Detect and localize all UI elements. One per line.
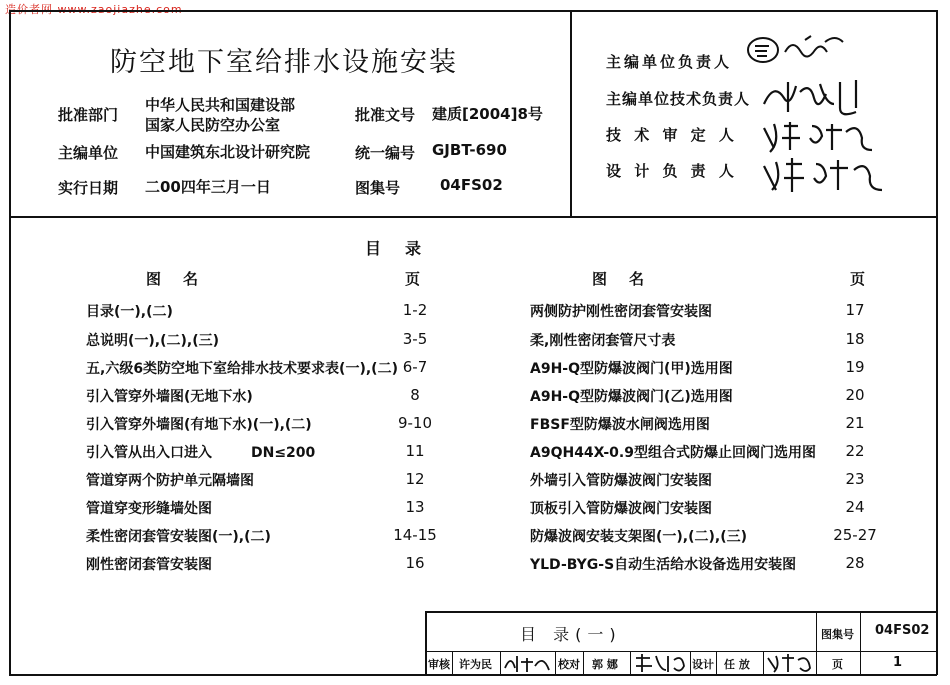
tb-design-name: 任 放 [724,658,750,671]
toc-item-page: 20 [845,386,865,404]
tb-page-label: 页 [832,658,843,671]
frame-right-border [936,10,938,675]
toc-item-name: 引入管从出入口进入 DN≤200 [86,445,316,461]
tb-design-label: 设计 [692,658,714,671]
tb-review-name: 许为民 [459,658,492,671]
toc-item-page: 9-10 [397,414,433,432]
header-column-divider [570,10,572,216]
toc-item-page: 8 [410,386,420,404]
toc-item-page: 12 [405,470,425,488]
signature-label-chief-editor: 主编单位负责人 [606,53,733,71]
toc-item-name: 外墙引入管防爆波阀门安装图 [530,473,712,489]
toc-item-name: A9QH44X-0.9型组合式防爆止回阀门选用图 [530,445,816,461]
toc-item-name: 防爆波阀安装支架图(一),(二),(三) [530,529,748,545]
toc-item-page: 3-5 [402,330,428,348]
signature-label-tech-reviewer: 技 术 审 定 人 [606,126,738,144]
unified-no-value: GJBT-690 [432,141,507,159]
tb-divider [630,651,631,675]
toc-item-name: 管道穿两个防护单元隔墙图 [86,473,254,489]
tb-divider [555,651,556,675]
tb-review-label: 审核 [428,658,450,671]
tb-divider [452,651,453,675]
tb-check-name: 郭 娜 [592,658,618,671]
toc-item-page: 22 [845,442,865,460]
toc-item-name: 引入管穿外墙图(有地下水)(一),(二) [86,417,312,433]
tb-divider [716,651,717,675]
approval-dept-line2: 国家人民防空办公室 [145,116,281,134]
editor-unit-label: 主编单位 [58,144,119,162]
toc-left-col-page-header: 页 [405,270,421,288]
tb-page-value: 1 [893,655,903,670]
title-block-col-divider-2 [860,611,861,675]
effective-date-label: 实行日期 [58,179,119,197]
handwritten-signature-4 [760,152,890,198]
handwritten-signature-2 [760,74,880,119]
toc-right-col-name-header: 图名 [592,270,667,288]
toc-item-page: 1-2 [402,301,428,319]
atlas-title: 防空地下室给排水设施安装 [110,47,458,78]
signature-label-tech-chief: 主编单位技术负责人 [606,90,751,108]
toc-item-page: 16 [405,554,425,572]
handwritten-signature-3 [760,116,880,156]
editor-unit-value: 中国建筑东北设计研究院 [145,143,311,161]
frame-left-border [9,10,11,675]
toc-item-name: YLD-BYG-S自动生活给水设备选用安装图 [530,557,797,573]
toc-item-name: 柔,刚性密闭套管尺寸表 [530,333,676,349]
toc-item-name: 管道穿变形缝墙处图 [86,501,212,517]
toc-item-name: 两侧防护刚性密闭套管安装图 [530,304,712,320]
sheet-title: 目 录(一) [520,625,622,644]
toc-item-name: 柔性密闭套管安装图(一),(二) [86,529,271,545]
toc-item-page: 21 [845,414,865,432]
tb-check-label: 校对 [558,658,580,671]
signature-label-design-lead: 设 计 负 责 人 [606,162,738,180]
toc-title: 目录 [365,239,446,258]
toc-item-page: 19 [845,358,865,376]
toc-item-name: 目录(一),(二) [86,304,173,320]
toc-item-name: A9H-Q型防爆波阀门(甲)选用图 [530,361,733,377]
approval-dept-line1: 中华人民共和国建设部 [145,96,296,114]
toc-left-col-name-header: 图名 [146,270,221,288]
effective-date-value: 二00四年三月一日 [145,178,271,196]
title-block-col-divider-1 [816,611,817,675]
toc-item-name: FBSF型防爆波水闸阀选用图 [530,417,710,433]
approval-doc-value: 建质[2004]8号 [432,105,543,123]
toc-item-page: 13 [405,498,425,516]
toc-item-page: 23 [845,470,865,488]
tb-design-signature [766,652,814,674]
tb-divider [763,651,764,675]
approval-doc-label: 批准文号 [355,106,416,124]
toc-item-name: 五,六级6类防空地下室给排水技术要求表(一),(二) [86,361,398,377]
unified-no-label: 统一编号 [355,144,416,162]
toc-right-col-page-header: 页 [850,270,866,288]
tb-atlas-label: 图集号 [821,628,854,641]
atlas-no-value: 04FS02 [440,176,503,194]
approval-dept-label: 批准部门 [58,106,119,124]
toc-item-name: 总说明(一),(二),(三) [86,333,220,349]
toc-item-page: 28 [845,554,865,572]
tb-review-signature [503,652,553,674]
title-block-left-border [425,611,427,675]
tb-check-signature [634,652,688,674]
toc-item-page: 6-7 [402,358,428,376]
tb-atlas-value: 04FS02 [875,623,930,638]
watermark-text: 造价者网 www.zaojiazhe.com [5,3,183,16]
toc-item-name: 引入管穿外墙图(无地下水) [86,389,253,405]
toc-item-page: 18 [845,330,865,348]
handwritten-signature-1 [745,30,865,70]
tb-divider [690,651,691,675]
tb-divider [500,651,501,675]
toc-item-page: 11 [405,442,425,460]
toc-item-page: 17 [845,301,865,319]
toc-item-name: A9H-Q型防爆波阀门(乙)选用图 [530,389,733,405]
toc-item-name: 顶板引入管防爆波阀门安装图 [530,501,712,517]
toc-item-page: 24 [845,498,865,516]
frame-top-border [9,10,937,12]
atlas-no-label: 图集号 [355,179,401,197]
frame-bottom-border [9,674,937,676]
toc-item-page: 14-15 [393,526,437,544]
tb-divider [583,651,584,675]
toc-item-name: 刚性密闭套管安装图 [86,557,212,573]
toc-item-page: 25-27 [833,526,877,544]
frame-header-divider [9,216,937,218]
